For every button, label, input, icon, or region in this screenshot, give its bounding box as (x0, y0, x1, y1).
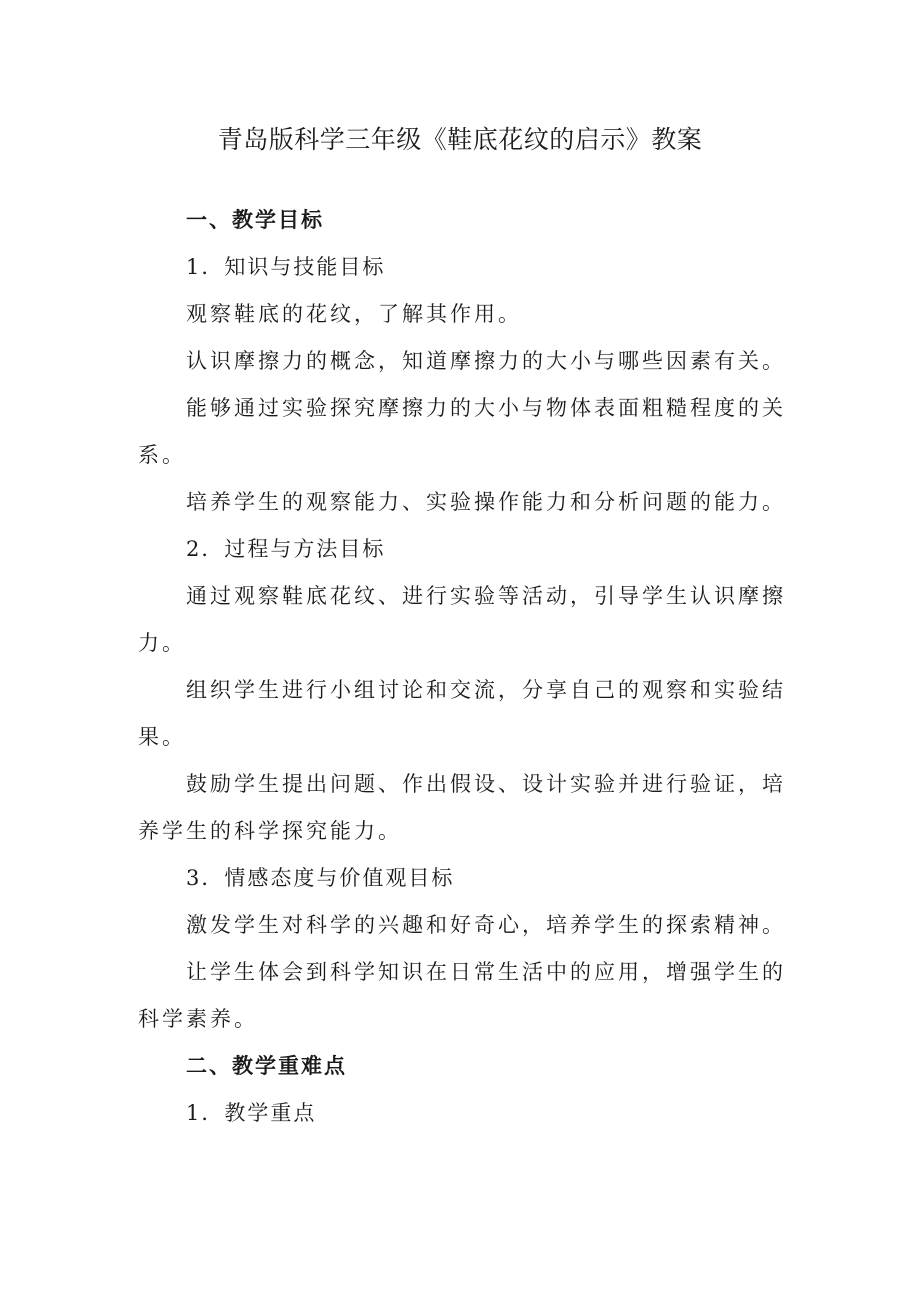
paragraph: 能够通过实验探究摩擦力的大小与物体表面粗糙程度的关系。 (138, 396, 786, 467)
subheading-process-methods: 2．过程与方法目标 (186, 537, 386, 561)
section-heading-key-points: 二、教学重难点 (186, 1054, 347, 1078)
paragraph: 认识摩擦力的概念，知道摩擦力的大小与哪些因素有关。 (186, 349, 786, 373)
paragraph: 观察鞋底的花纹，了解其作用。 (186, 302, 522, 326)
document-title: 青岛版科学三年级《鞋底花纹的启示》教案 (217, 125, 703, 154)
paragraph: 让学生体会到科学知识在日常生活中的应用，增强学生的科学素养。 (138, 960, 786, 1031)
paragraph: 鼓励学生提出问题、作出假设、设计实验并进行验证，培养学生的科学探究能力。 (138, 772, 786, 843)
subheading-emotion-values: 3．情感态度与价值观目标 (186, 866, 455, 890)
subheading-knowledge-skills: 1．知识与技能目标 (186, 255, 386, 279)
subheading-teaching-focus: 1．教学重点 (186, 1101, 317, 1125)
section-heading-objectives: 一、教学目标 (186, 208, 324, 232)
paragraph: 激发学生对科学的兴趣和好奇心，培养学生的探索精神。 (186, 913, 786, 937)
paragraph: 通过观察鞋底花纹、进行实验等活动，引导学生认识摩擦力。 (138, 584, 786, 655)
document-body (138, 197, 792, 1137)
paragraph: 培养学生的观察能力、实验操作能力和分析问题的能力。 (186, 490, 786, 514)
paragraph: 组织学生进行小组讨论和交流，分享自己的观察和实验结果。 (138, 678, 786, 749)
